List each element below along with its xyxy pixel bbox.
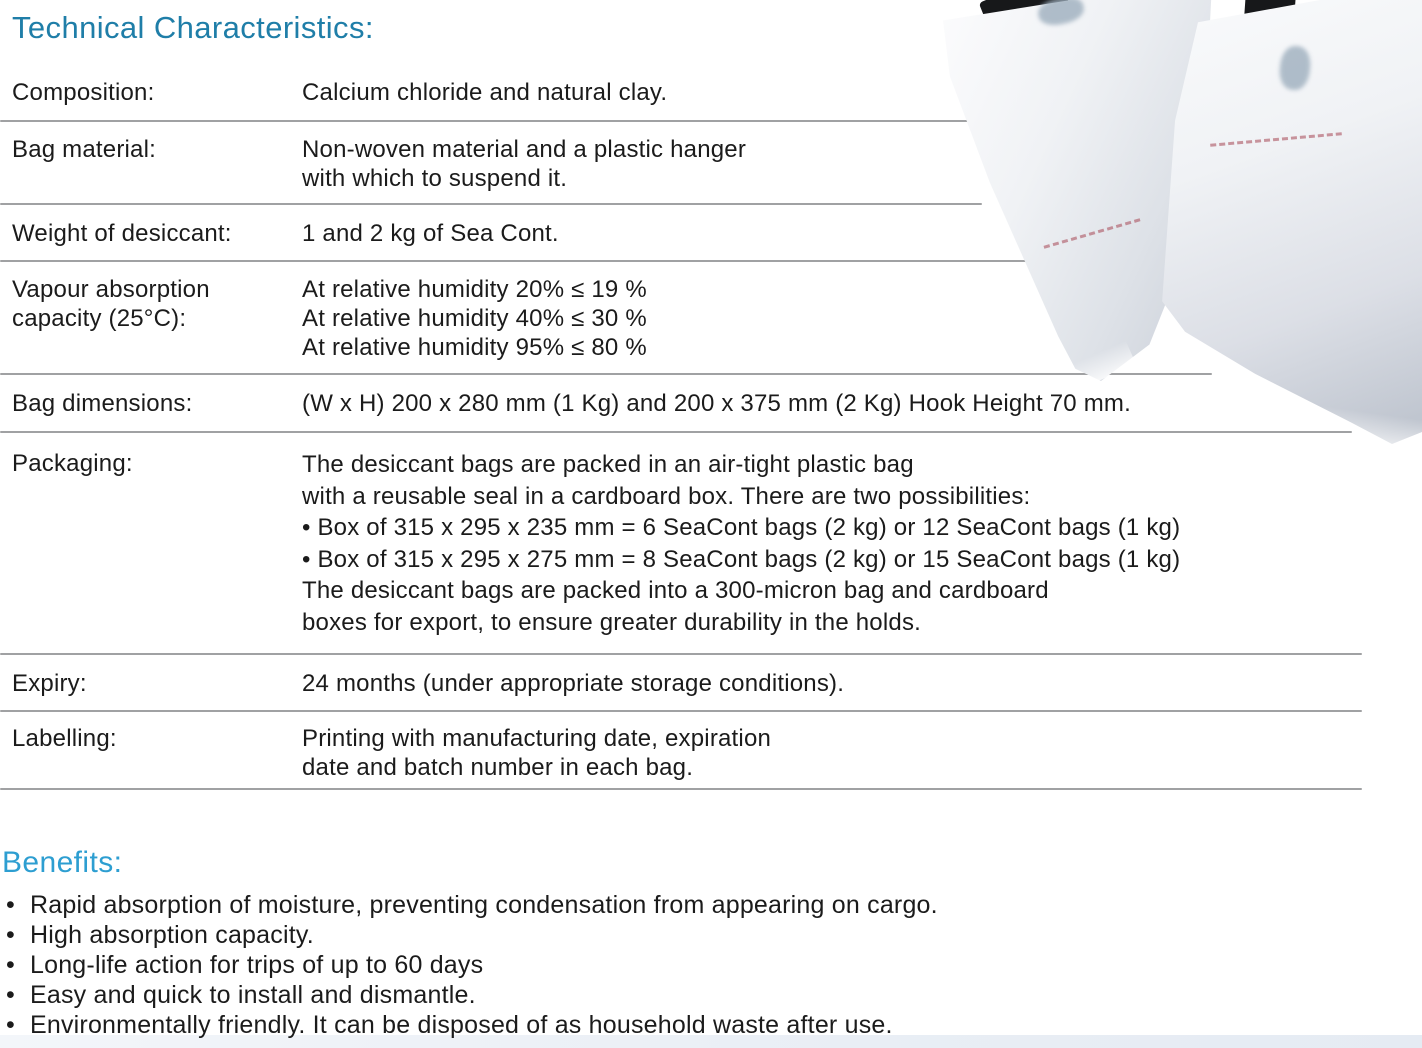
row-value: date and batch number in each bag. xyxy=(302,754,694,781)
table-row-expiry xyxy=(0,655,1422,712)
row-value: Printing with manufacturing date, expiration xyxy=(302,725,772,752)
row-value: • Box of 315 x 295 x 235 mm = 6 SeaCont bags (2 kg) or 12 SeaCont bags (1 kg) xyxy=(302,514,1181,541)
row-label: Labelling: xyxy=(12,725,117,752)
row-value: Non-woven material and a plastic hanger xyxy=(302,136,747,163)
benefit-text: Long-life action for trips of up to 60 days xyxy=(30,951,484,979)
row-value: Calcium chloride and natural clay. xyxy=(302,79,668,106)
benefit-text: Environmentally friendly. It can be disposed of as household waste after use. xyxy=(30,1011,893,1039)
bullet-icon: • xyxy=(6,1011,15,1039)
row-label: Bag dimensions: xyxy=(12,390,193,417)
row-label: Weight of desiccant: xyxy=(12,220,232,247)
row-value: boxes for export, to ensure greater durability in the holds. xyxy=(302,608,922,636)
list-item xyxy=(0,920,1422,950)
row-value: The desiccant bags are packed into a 300-micron bag and cardboard xyxy=(302,577,1049,604)
row-value: with which to suspend it. xyxy=(302,165,568,192)
benefits-title: Benefits: xyxy=(2,846,123,879)
row-value: 24 months (under appropriate storage conditions). xyxy=(302,670,845,697)
row-label: Composition: xyxy=(12,79,155,106)
benefit-text: Easy and quick to install and dismantle. xyxy=(30,981,476,1009)
benefit-text: High absorption capacity. xyxy=(30,921,314,949)
divider xyxy=(0,788,1362,790)
bullet-icon: • xyxy=(6,891,15,919)
bullet-icon: • xyxy=(6,951,15,979)
row-label: Packaging: xyxy=(12,450,133,477)
page-title: Technical Characteristics: xyxy=(12,10,374,45)
row-label: Bag material: xyxy=(12,136,156,163)
table-row-packaging xyxy=(0,433,1422,655)
benefit-text: Rapid absorption of moisture, preventing condensation from appearing on cargo. xyxy=(30,891,938,919)
row-label: capacity (25°C): xyxy=(12,305,187,332)
row-value: (W x H) 200 x 280 mm (1 Kg) and 200 x 375 mm (2 Kg) Hook Height 70 mm. xyxy=(302,390,1131,417)
table-row-labelling xyxy=(0,712,1422,790)
row-value: 1 and 2 kg of Sea Cont. xyxy=(302,220,559,247)
row-value: At relative humidity 40% ≤ 30 % xyxy=(302,305,647,332)
row-label: Vapour absorption xyxy=(12,276,210,303)
row-label: Expiry: xyxy=(12,670,87,697)
list-item xyxy=(0,1010,1422,1040)
bullet-icon: • xyxy=(6,921,15,949)
row-value: At relative humidity 95% ≤ 80 % xyxy=(302,334,647,361)
row-value: with a reusable seal in a cardboard box. There are two possibilities: xyxy=(302,482,1031,510)
row-value: • Box of 315 x 295 x 275 mm = 8 SeaCont bags (2 kg) or 15 SeaCont bags (1 kg) xyxy=(302,545,1181,573)
list-item xyxy=(0,980,1422,1010)
row-value: At relative humidity 20% ≤ 19 % xyxy=(302,276,647,303)
bullet-icon: • xyxy=(6,981,15,1009)
row-value: The desiccant bags are packed in an air-tight plastic bag xyxy=(302,451,914,478)
list-item xyxy=(0,890,1422,920)
desiccant-bags-photo xyxy=(930,0,1422,450)
list-item xyxy=(0,950,1422,980)
benefits-section xyxy=(0,846,1422,1040)
